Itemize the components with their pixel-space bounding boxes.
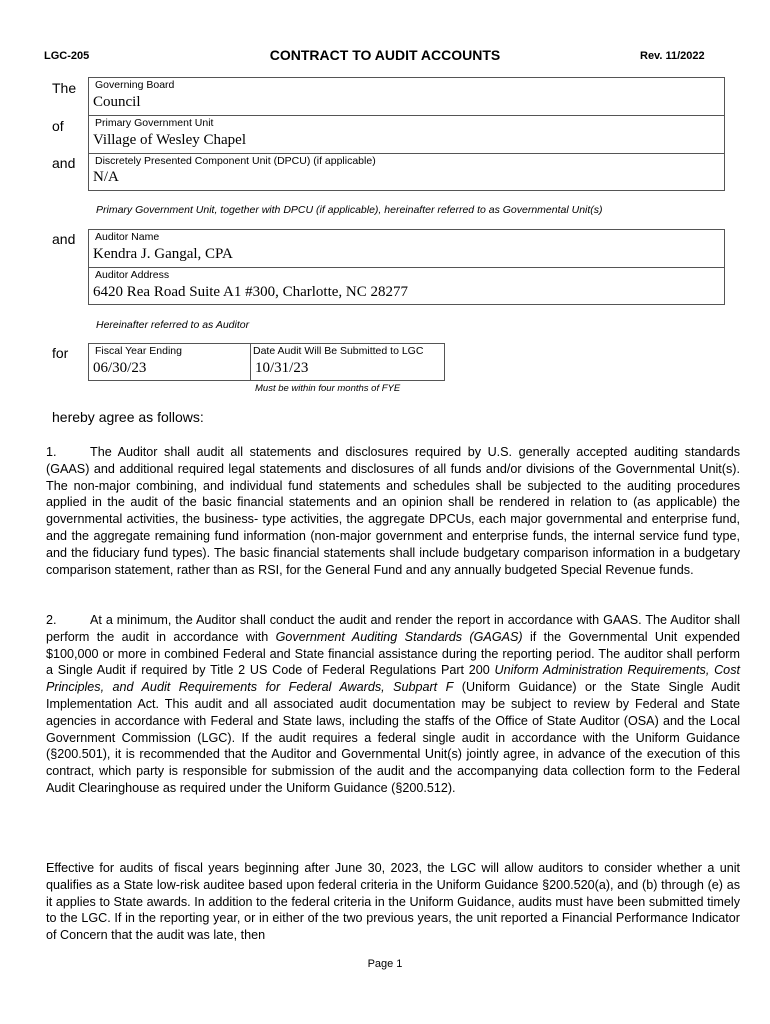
auditor-box	[88, 229, 725, 305]
submit-date-value: 10/31/23	[255, 360, 309, 376]
auditor-address-field[interactable]	[89, 268, 724, 304]
page-number: Page 1	[367, 958, 403, 970]
gagas-title: Government Auditing Standards (GAGAS)	[275, 629, 523, 644]
auditor-name-value: Kendra J. Gangal, CPA	[93, 246, 233, 262]
uniform-guidance-title: Uniform Administration Requirements, Cost Principles, and Audit Requirements for Federal Awards, Subpart F	[46, 663, 740, 695]
fiscal-year-label: Fiscal Year Ending	[95, 345, 182, 357]
dpcu-label: Discretely Presented Component Unit (DPCU) (if applicable)	[95, 155, 376, 167]
paragraph-1-number: 1.	[46, 445, 57, 459]
primary-unit-value: Village of Wesley Chapel	[93, 132, 246, 148]
auditor-address-label: Auditor Address	[95, 269, 170, 281]
paragraph-2-text-b: if the Governmental Unit expended $100,000 or more in combined Federal and State financial assistance during the reporting period. The auditor shall perform a Single Audit if required by Title 2 US Code of Federal Regulations Part 200	[46, 629, 740, 678]
fiscal-year-value: 06/30/23	[93, 360, 147, 376]
label-of: of	[52, 118, 64, 134]
paragraph-2-number: 2.	[46, 613, 57, 627]
submit-note: Must be within four months of FYE	[255, 383, 401, 394]
label-the: The	[52, 80, 77, 96]
agreement-intro: hereby agree as follows:	[52, 409, 204, 425]
paragraph-2-text-c: (Uniform Guidance) or the State Single Audit Implementation Act. This audit and all associated audit documentation may be subject to review by Federal and State agencies in accordance with Federal and State laws, including the staffs of the Office of State Auditor (OSA) and the Local Government Commission (LGC). If the audit requires a federal single audit in accordance with the Uniform Guidance (§200.501), it is recommended that the Auditor and Governmental Unit(s) jointly agree, in advance of the execution of this contract, which party is responsible for submission of the audit and the accompanying data collection form to the Federal Audit Clearinghouse as required under the Uniform Guidance (§200.512).	[46, 680, 740, 795]
label-for: for	[52, 345, 69, 361]
form-id: LGC-205	[44, 50, 90, 62]
paragraph-2-text-a: At a minimum, the Auditor shall conduct the audit and render the report in accordance with GAAS. The Auditor shall perform the audit in accordance with	[46, 613, 740, 644]
dpcu-field[interactable]	[89, 154, 724, 190]
revision-date: Rev. 11/2022	[640, 50, 705, 62]
governing-board-value: Council	[93, 94, 141, 110]
auditor-address-value: 6420 Rea Road Suite A1 #300, Charlotte, NC 28277	[93, 284, 408, 300]
paragraph-3: Effective for audits of fiscal years beginning after June 30, 2023, the LGC will allow auditors to consider whether a unit qualifies as a State low-risk auditee based upon federal criteria in the Uniform Guidance §200.520(a), and (b) through (e) as it applies to State awards. In addition to the federal criteria in the Uniform Guidance, audits must have been submitted timely to the LGC. If in the reporting year, or in either of the two previous years, the unit reported a Financial Performance Indicator of Concern that the audit was late, then	[46, 861, 740, 943]
dates-box	[88, 343, 445, 381]
auditor-name-field[interactable]	[89, 230, 724, 268]
paragraph-1-text: The Auditor shall audit all statements and disclosures required by U.S. generally accepted auditing standards (GAAS) and additional required legal statements and disclosures of all funds and/or divisions of the Governmental Unit(s). The non-major combining, and individual fund statements and schedules shall be subjected to the auditing procedures applied in the audit of the basic financial statements and an opinion shall be rendered in relation to (as applicable) the governmental activities, the business- type activities, the aggregate DPCUs, each major governmental and enterprise fund, and the aggregate remaining fund information (non-major government and enterprise funds, the internal service fund type, and the fiduciary fund types). The basic financial statements shall include budgetary comparison information in a budgetary comparison statement, rather than as RSI, for the General Fund and any annually budgeted Special Revenue funds.	[46, 445, 740, 577]
auditor-note: Hereinafter referred to as Auditor	[96, 319, 250, 331]
governing-board-field[interactable]	[89, 78, 724, 116]
primary-unit-label: Primary Government Unit	[95, 117, 214, 129]
label-and-dpcu: and	[52, 155, 76, 171]
dpcu-value: N/A	[93, 169, 119, 185]
submit-date-field[interactable]	[251, 344, 444, 380]
label-and-auditor: and	[52, 231, 76, 247]
governmental-unit-box	[88, 77, 725, 191]
document-title: CONTRACT TO AUDIT ACCOUNTS	[269, 47, 501, 63]
primary-unit-field[interactable]	[89, 116, 724, 154]
paragraph-1	[46, 444, 740, 578]
governing-board-label: Governing Board	[95, 79, 175, 91]
governmental-units-note: Primary Government Unit, together with DPCU (if applicable), hereinafter referred to as Governmental Unit(s)	[96, 204, 603, 216]
submit-date-label: Date Audit Will Be Submitted to LGC	[253, 345, 424, 357]
auditor-name-label: Auditor Name	[95, 231, 160, 243]
fiscal-year-field[interactable]	[89, 344, 251, 380]
paragraph-2	[46, 612, 740, 797]
